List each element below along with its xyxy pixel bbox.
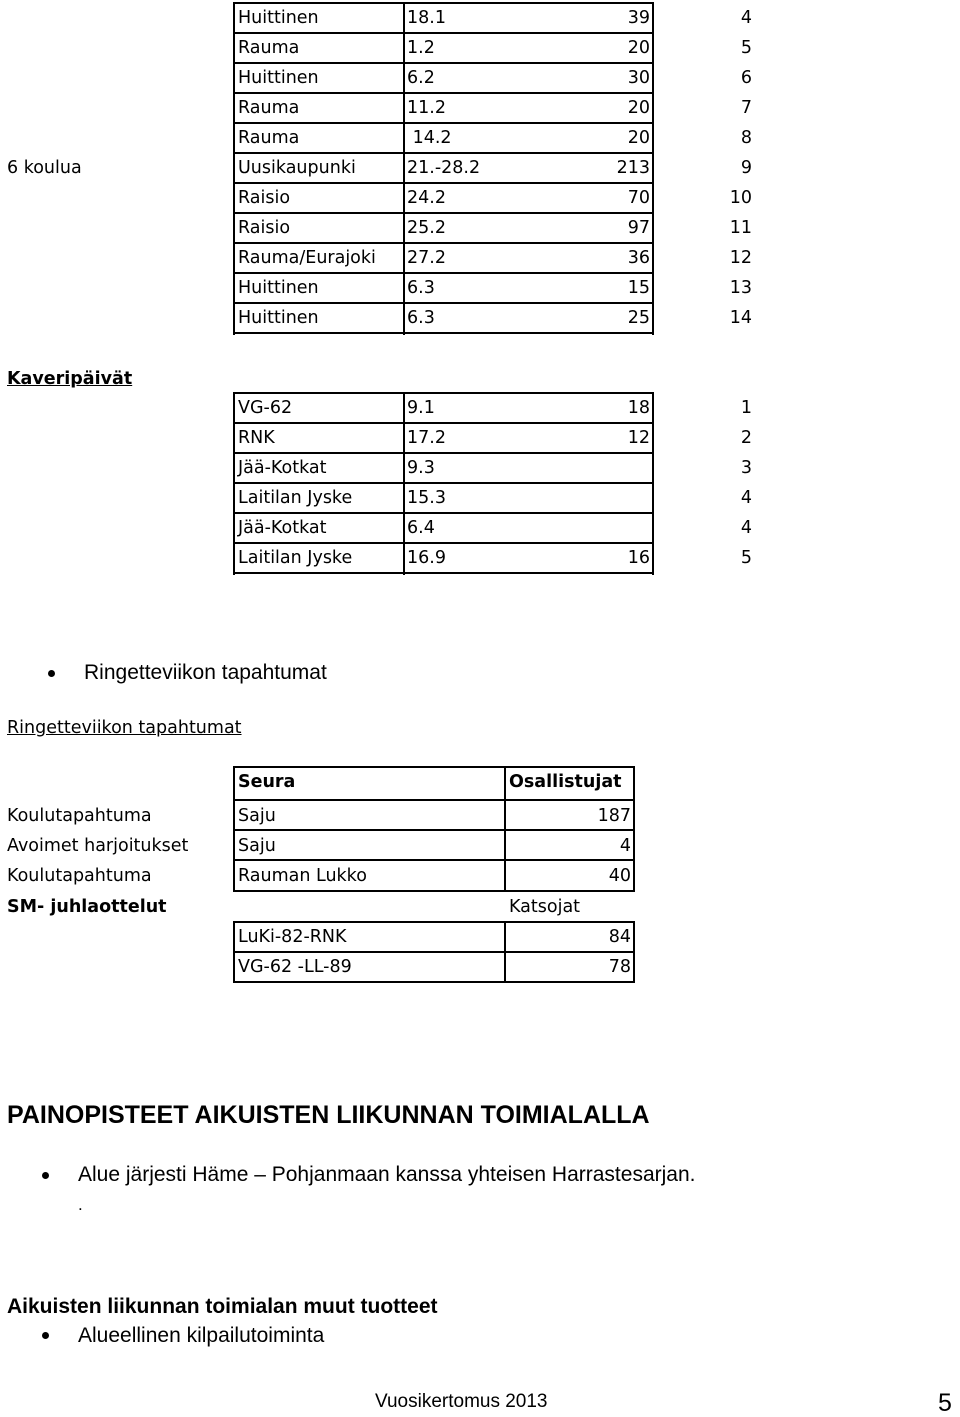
place-cell: Rauma/Eurajoki xyxy=(238,248,376,268)
count-cell: 36 xyxy=(627,248,650,268)
team-cell: RNK xyxy=(238,428,275,448)
number-cell: 2 xyxy=(740,428,752,448)
event-cell: Koulutapahtuma xyxy=(7,866,152,886)
table-border xyxy=(633,766,635,891)
bullet-icon xyxy=(48,670,55,677)
painopisteet-bullet-text: Alue järjesti Häme – Pohjanmaan kanssa yhteisen Harrastesarjan. xyxy=(78,1163,696,1186)
table-border xyxy=(633,921,635,983)
table-border xyxy=(233,332,654,334)
number-cell: 13 xyxy=(729,278,752,298)
row-label: 6 koulua xyxy=(7,158,82,178)
table-border xyxy=(233,829,635,831)
footer-title: Vuosikertomus 2013 xyxy=(375,1391,548,1412)
number-cell: 6 xyxy=(740,68,752,88)
table-border xyxy=(504,921,506,983)
date-cell: 1.2 xyxy=(407,38,435,58)
count-cell: 20 xyxy=(627,128,650,148)
place-cell: Raisio xyxy=(238,188,291,208)
date-cell: 17.2 xyxy=(407,428,446,448)
date-cell: 24.2 xyxy=(407,188,446,208)
table-border xyxy=(233,890,635,892)
bullet-icon xyxy=(42,1332,49,1339)
place-cell: Uusikaupunki xyxy=(238,158,356,178)
table-border xyxy=(233,799,635,801)
ringette-heading: Ringetteviikon tapahtumat xyxy=(7,718,242,738)
count-cell: 25 xyxy=(627,308,650,328)
match-cell: VG-62 -LL-89 xyxy=(238,957,352,977)
page-number: 5 xyxy=(938,1389,952,1417)
table-border xyxy=(233,766,635,768)
number-cell: 4 xyxy=(740,488,752,508)
table-border xyxy=(233,981,635,983)
club-cell: Saju xyxy=(238,836,276,856)
place-cell: Raisio xyxy=(238,218,291,238)
date-cell: 21.-28.2 xyxy=(407,158,481,178)
participants-cell: 4 xyxy=(619,836,631,856)
date-cell: 14.2 xyxy=(407,128,452,148)
count-cell xyxy=(560,513,650,543)
spectators-cell: 84 xyxy=(608,927,631,947)
place-cell: Huittinen xyxy=(238,68,319,88)
count-cell xyxy=(560,483,650,513)
date-cell: 11.2 xyxy=(407,98,446,118)
count-cell: 39 xyxy=(627,8,650,28)
date-cell: 27.2 xyxy=(407,248,446,268)
date-cell: 25.2 xyxy=(407,218,446,238)
date-cell: 16.9 xyxy=(407,548,446,568)
date-cell: 9.1 xyxy=(407,398,435,418)
table-border xyxy=(233,122,654,124)
count-cell: 15 xyxy=(627,278,650,298)
table-border xyxy=(233,422,654,424)
number-cell: 3 xyxy=(740,458,752,478)
team-cell: Jää-Kotkat xyxy=(238,458,327,478)
sm-label: SM- juhlaottelut xyxy=(7,897,167,917)
table-border xyxy=(233,2,654,4)
team-cell: VG-62 xyxy=(238,398,293,418)
count-cell xyxy=(560,453,650,483)
number-cell: 11 xyxy=(729,218,752,238)
count-cell: 20 xyxy=(627,38,650,58)
table-border xyxy=(233,182,654,184)
number-cell: 7 xyxy=(740,98,752,118)
club-cell: Saju xyxy=(238,806,276,826)
number-cell: 1 xyxy=(740,398,752,418)
club-cell: Rauman Lukko xyxy=(238,866,367,886)
table-border xyxy=(233,392,654,394)
table-border xyxy=(652,2,654,335)
table-border xyxy=(233,2,235,335)
event-cell: Koulutapahtuma xyxy=(7,806,152,826)
stray-dot: . xyxy=(78,1195,83,1214)
table-border xyxy=(233,766,235,891)
place-cell: Rauma xyxy=(238,98,300,118)
painopisteet-heading: PAINOPISTEET AIKUISTEN LIIKUNNAN TOIMIALALLA xyxy=(7,1101,650,1129)
column-header-seura: Seura xyxy=(238,772,296,792)
match-cell: LuKi-82-RNK xyxy=(238,927,347,947)
number-cell: 4 xyxy=(740,8,752,28)
table-border xyxy=(233,32,654,34)
date-cell: 18.1 xyxy=(407,8,446,28)
team-cell: Jää-Kotkat xyxy=(238,518,327,538)
table-border xyxy=(403,2,405,335)
date-cell: 6.3 xyxy=(407,278,435,298)
number-cell: 4 xyxy=(740,518,752,538)
date-cell: 6.2 xyxy=(407,68,435,88)
table-border xyxy=(233,512,654,514)
count-cell: 97 xyxy=(627,218,650,238)
number-cell: 14 xyxy=(729,308,752,328)
table-border xyxy=(233,482,654,484)
katsojat-label: Katsojat xyxy=(509,897,581,917)
place-cell: Huittinen xyxy=(238,308,319,328)
number-cell: 10 xyxy=(729,188,752,208)
table-border xyxy=(233,859,635,861)
date-cell: 15.3 xyxy=(407,488,446,508)
table-border xyxy=(233,951,635,953)
table-border xyxy=(233,152,654,154)
bullet-icon xyxy=(42,1172,49,1179)
table-border xyxy=(233,921,635,923)
count-cell: 70 xyxy=(627,188,650,208)
number-cell: 9 xyxy=(740,158,752,178)
count-cell: 20 xyxy=(627,98,650,118)
table-border xyxy=(233,302,654,304)
date-cell: 9.3 xyxy=(407,458,435,478)
table-border xyxy=(233,572,654,574)
muut-bullet-text: Alueellinen kilpailutoiminta xyxy=(78,1324,325,1347)
table-border xyxy=(233,542,654,544)
place-cell: Huittinen xyxy=(238,278,319,298)
table-border xyxy=(233,62,654,64)
date-cell: 6.3 xyxy=(407,308,435,328)
place-cell: Rauma xyxy=(238,38,300,58)
table-border xyxy=(233,242,654,244)
number-cell: 5 xyxy=(740,38,752,58)
date-cell: 6.4 xyxy=(407,518,435,538)
participants-cell: 187 xyxy=(597,806,631,826)
ringette-bullet-text: Ringetteviikon tapahtumat xyxy=(84,661,327,684)
table-border xyxy=(504,766,506,891)
number-cell: 5 xyxy=(740,548,752,568)
count-cell: 30 xyxy=(627,68,650,88)
spectators-cell: 78 xyxy=(608,957,631,977)
table-border xyxy=(233,212,654,214)
column-header-osallistujat: Osallistujat xyxy=(509,772,622,792)
table-border xyxy=(233,272,654,274)
count-cell: 18 xyxy=(627,398,650,418)
count-cell: 213 xyxy=(616,158,650,178)
place-cell: Huittinen xyxy=(238,8,319,28)
team-cell: Laitilan Jyske xyxy=(238,488,353,508)
table-border xyxy=(233,921,235,983)
number-cell: 8 xyxy=(740,128,752,148)
count-cell: 16 xyxy=(627,548,650,568)
table-border xyxy=(233,92,654,94)
table-border xyxy=(233,452,654,454)
event-cell: Avoimet harjoitukset xyxy=(7,836,189,856)
team-cell: Laitilan Jyske xyxy=(238,548,353,568)
place-cell: Rauma xyxy=(238,128,300,148)
count-cell: 12 xyxy=(627,428,650,448)
kaveripaivat-heading: Kaveripäivät xyxy=(7,369,133,389)
participants-cell: 40 xyxy=(608,866,631,886)
number-cell: 12 xyxy=(729,248,752,268)
muut-heading: Aikuisten liikunnan toimialan muut tuotteet xyxy=(7,1295,438,1318)
